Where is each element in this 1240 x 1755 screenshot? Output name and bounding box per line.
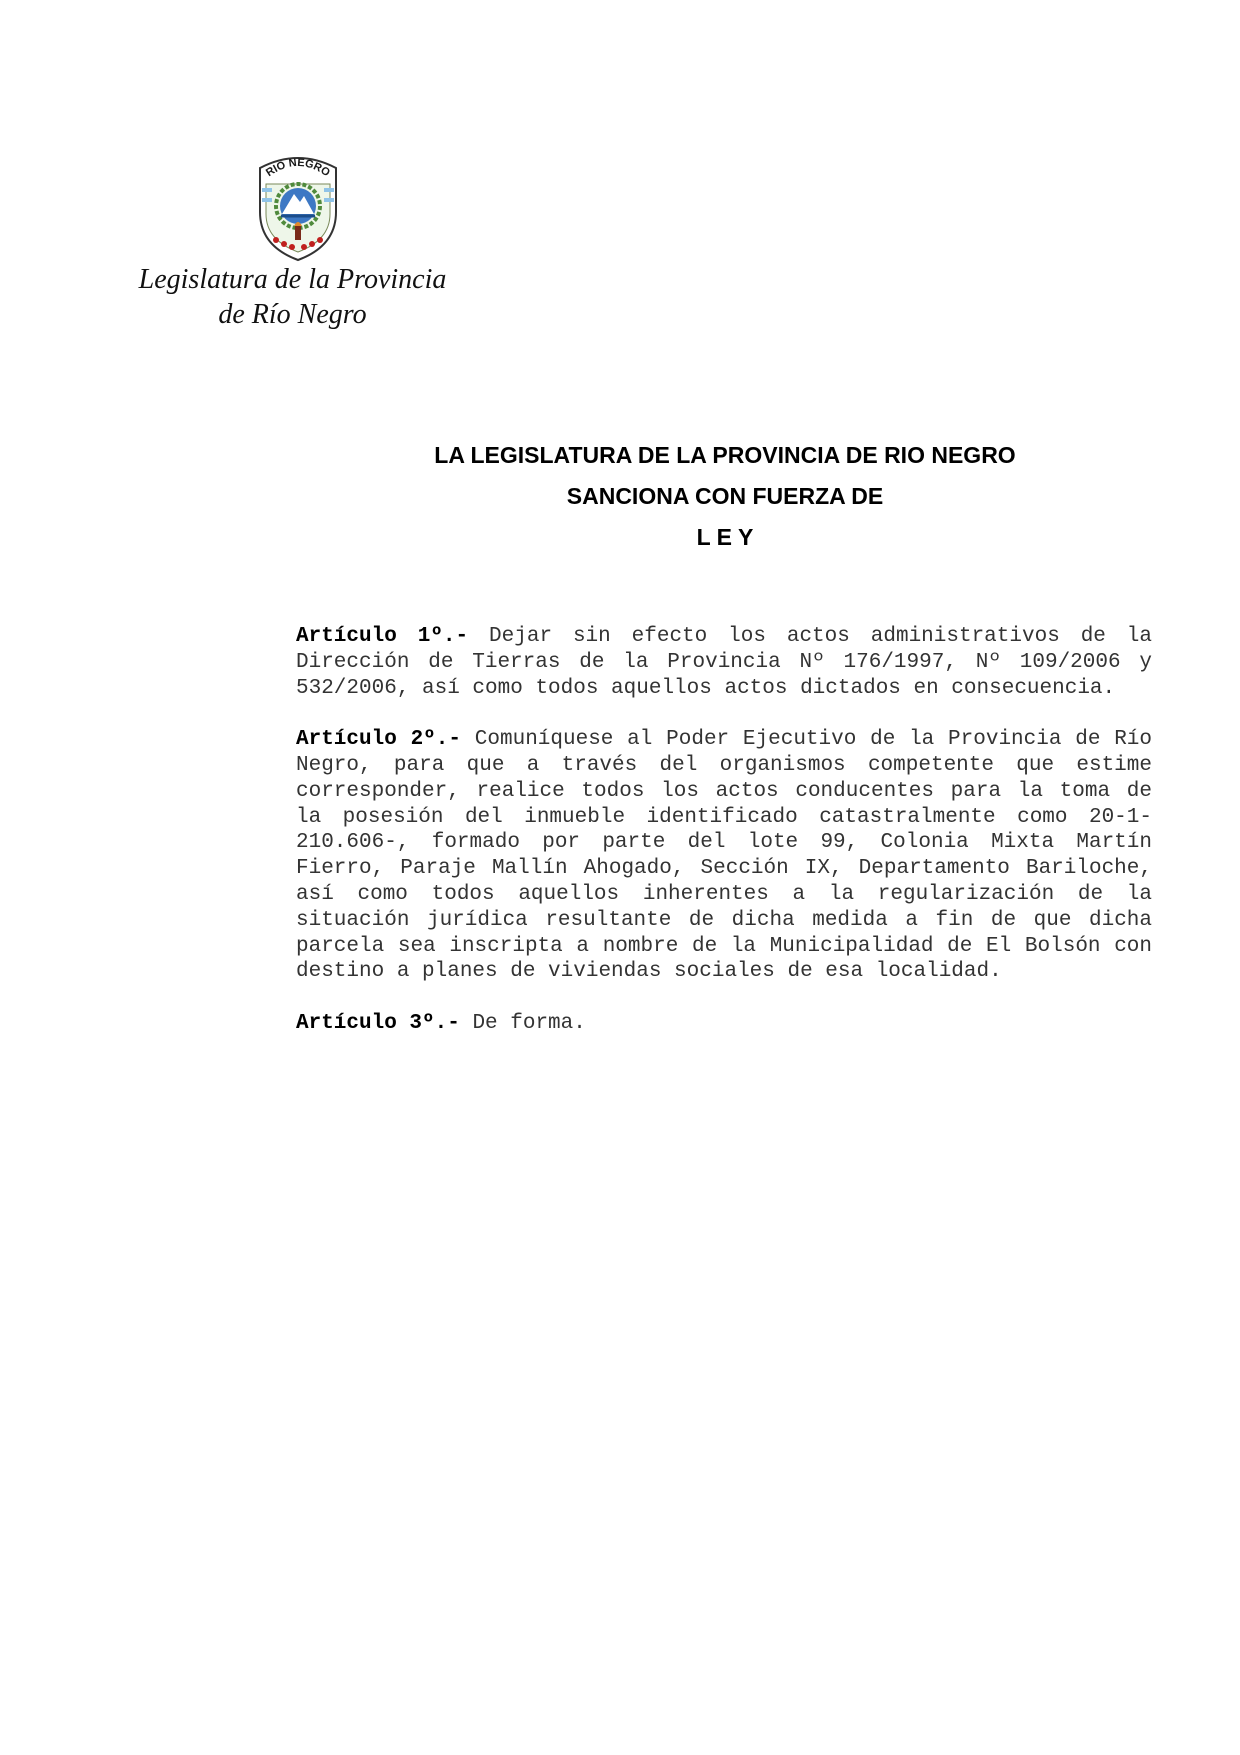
article-1-label: Artículo 1º.- [296, 625, 469, 648]
heading-line-1: LA LEGISLATURA DE LA PROVINCIA DE RIO NEGRO [434, 442, 1016, 468]
article-3-label: Artículo 3º.- [296, 1011, 460, 1035]
legislature-name [110, 262, 475, 332]
article-3-text: De forma. [472, 1011, 586, 1035]
article-2-text: Comuníquese al Poder Ejecutivo de la Provincia de Río Negro, para que a través del organismos competente que estime corresponder, realice todos los actos conducentes para la toma de la posesión del inmueble identificado catastralmente como 20-1-210.606-, formado por parte del lote 99, Colonia Mixta Martín Fierro, Paraje Mallín Ahogado, Sección IX, Departamento Bariloche, así como todos aquellos inherentes a la regularización de la situación jurídica resultante de dicha medida a fin de que dicha parcela sea inscripta a nombre de la Municipalidad de El Bolsón con destino a planes de viviendas sociales de esa localidad. [296, 728, 1153, 984]
law-articles [296, 624, 1152, 1063]
org-name-line-1: Legislatura de la Provincia [138, 264, 447, 295]
article-2 [296, 727, 1152, 985]
article-1-text: Dejar sin efecto los actos administrativos de la Dirección de Tierras de la Provincia Nº 176/1997, Nº 109/2006 y 532/2006, así como todos aquellos actos dictados en consecuencia. [296, 625, 1152, 700]
heading-line-2: SANCIONA CON FUERZA DE [566, 483, 884, 509]
org-name-line-2: de Río Negro [218, 299, 367, 330]
article-2-label: Artículo 2º.- [296, 728, 461, 752]
heading-line-3: L E Y [696, 524, 754, 550]
provincial-crest-icon [250, 150, 346, 264]
article-1 [296, 624, 1152, 701]
article-3 [296, 1011, 1152, 1037]
enactment-heading [380, 435, 1070, 558]
svg-text:RIO NEGRO: RIO NEGRO [263, 156, 332, 180]
